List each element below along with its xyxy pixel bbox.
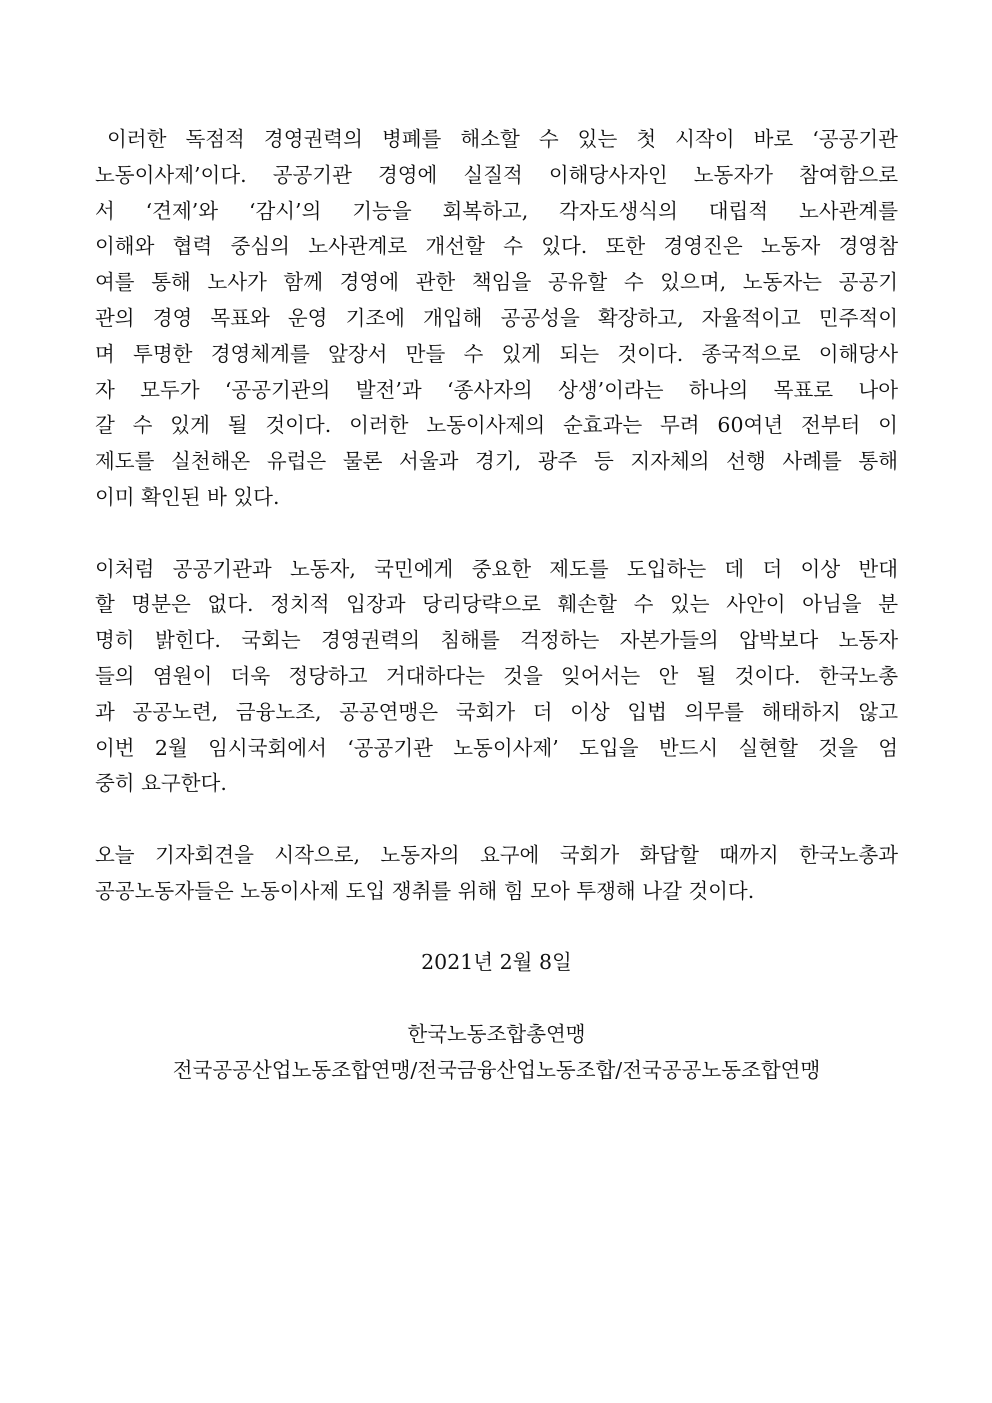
paragraph-line: 이해와 협력 중심의 노사관계로 개선할 수 있다. 또한 경영진은 노동자 경영참	[95, 234, 898, 259]
paragraph-line: 이번 2월 임시국회에서 ‘공공기관 노동이사제’ 도입을 반드시 실현할 것을 엄	[95, 735, 898, 760]
signatory-name: 전국공공산업노동조합연맹/전국금융산업노동조합/전국공공노동조합연맹	[172, 1057, 821, 1082]
paragraph-line: 이미 확인된 바 있다.	[95, 484, 280, 509]
paragraph-line: 중히 요구한다.	[95, 771, 227, 796]
paragraph-line: 할 명분은 없다. 정치적 입장과 당리당략으로 훼손할 수 있는 사안이 아님을 분	[95, 592, 898, 617]
paragraph-line: 제도를 실천해온 유럽은 물론 서울과 경기, 광주 등 지자체의 선행 사례를 통해	[95, 449, 898, 474]
paragraph-line: 관의 경영 목표와 운영 기조에 개입해 공공성을 확장하고, 자율적이고 민주적이	[95, 305, 898, 330]
paragraph-line: 오늘 기자회견을 시작으로, 노동자의 요구에 국회가 화답할 때까지 한국노총과	[95, 842, 898, 867]
paragraph-line: 들의 염원이 더욱 정당하고 거대하다는 것을 잊어서는 안 될 것이다. 한국노총	[95, 663, 898, 688]
paragraph-line: 갈 수 있게 될 것이다. 이러한 노동이사제의 순효과는 무려 60여년 전부터 이	[95, 413, 898, 438]
body-paragraph	[95, 552, 898, 803]
paragraph-line: 자 모두가 ‘공공기관의 발전’과 ‘종사자의 상생’이라는 하나의 목표로 나아	[95, 377, 898, 402]
signatory-block	[95, 1017, 898, 1089]
body-paragraph	[95, 122, 898, 516]
document-date: 2021년 2월 8일	[421, 950, 572, 975]
paragraph-line: 여를 통해 노사가 함께 경영에 관한 책임을 공유할 수 있으며, 노동자는 공공기	[95, 270, 898, 295]
paragraph-line: 이러한 독점적 경영권력의 병폐를 해소할 수 있는 첫 시작이 바로 ‘공공기관	[107, 127, 898, 151]
paragraph-line: 과 공공노련, 금융노조, 공공연맹은 국회가 더 이상 입법 의무를 해태하지 않고	[95, 699, 898, 724]
paragraph-line: 며 투명한 경영체계를 앞장서 만들 수 있게 되는 것이다. 종국적으로 이해당사	[95, 341, 898, 366]
paragraph-line: 서 ‘견제’와 ‘감시’의 기능을 회복하고, 각자도생식의 대립적 노사관계를	[95, 198, 898, 223]
document-body	[95, 122, 898, 1089]
paragraph-line: 명히 밝힌다. 국회는 경영권력의 침해를 걱정하는 자본가들의 압박보다 노동자	[95, 628, 898, 653]
paragraph-line: 공공노동자들은 노동이사제 도입 쟁취를 위해 힘 모아 투쟁해 나갈 것이다.	[95, 878, 755, 903]
paragraph-line: 노동이사제’이다. 공공기관 경영에 실질적 이해당사자인 노동자가 참여함으로	[95, 162, 898, 187]
date-block	[95, 945, 898, 981]
paragraph-line: 이처럼 공공기관과 노동자, 국민에게 중요한 제도를 도입하는 데 더 이상 반대	[95, 556, 898, 581]
body-paragraph	[95, 838, 898, 910]
signatory-name: 한국노동조합총연맹	[407, 1021, 586, 1046]
